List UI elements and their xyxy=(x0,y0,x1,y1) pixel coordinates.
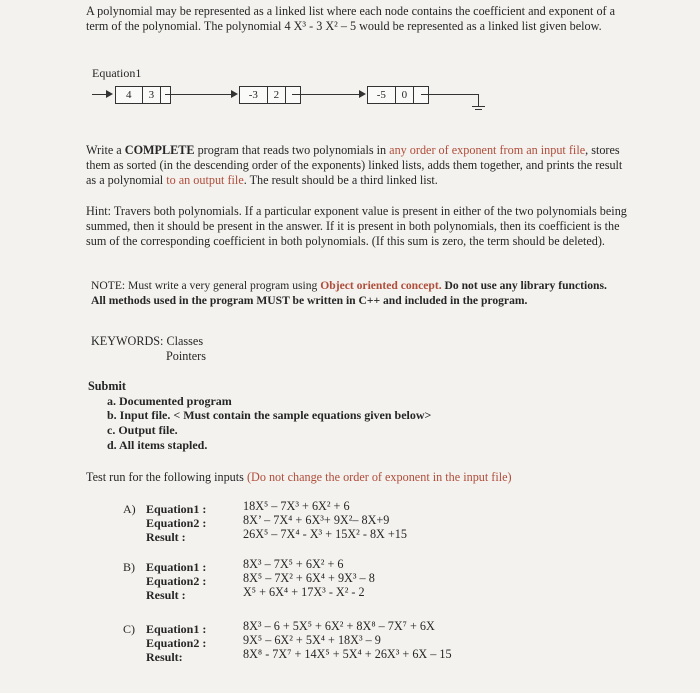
link-arrow-icon xyxy=(231,90,238,98)
task-complete-bold: COMPLETE xyxy=(124,143,195,157)
hint-line-3: sum of the corresponding coefficient in both polynomials. (If this sum is zero, the term should be deleted). xyxy=(86,234,605,248)
case-c-eq2-label: Equation2 : xyxy=(146,636,207,650)
note-line-1 xyxy=(91,278,607,293)
submit-item-d: d. All items stapled. xyxy=(107,438,208,452)
list-node-3 xyxy=(367,86,429,104)
null-ground-icon-small xyxy=(475,109,482,110)
keywords-pointers: Pointers xyxy=(166,349,206,363)
task-text: Write a xyxy=(86,143,125,157)
submit-title: Submit xyxy=(88,379,126,393)
diagram-label: Equation1 xyxy=(92,66,142,80)
hint-line-2: summed, then it should be present in the answer. If it is present in both polynomials, then its coefficient is the xyxy=(86,219,620,233)
keywords-label: KEYWORDS: Classes xyxy=(91,334,204,348)
case-b-result: X⁵ + 6X⁴ + 17X³ - X² - 2 xyxy=(243,585,365,599)
submit-item-b: b. Input file. < Must contain the sample equations given below> xyxy=(107,408,432,422)
note-text: NOTE: Must write a very general program using xyxy=(91,279,321,292)
case-b-eq1-label: Equation1 : xyxy=(146,560,207,574)
node-exp: 0 xyxy=(396,87,415,103)
case-c-eq1-label: Equation1 : xyxy=(146,622,207,636)
link-arrow-line xyxy=(165,94,232,95)
case-b-eq2-label: Equation2 : xyxy=(146,574,207,588)
task-text: as a polynomial xyxy=(86,173,167,187)
case-a-eq1: 18X⁵ – 7X³ + 6X² + 6 xyxy=(243,499,350,513)
submit-item-c: c. Output file. xyxy=(107,423,178,437)
hint-line-1: Hint: Travers both polynomials. If a particular exponent value is present in either of the two polynomials being xyxy=(86,204,627,218)
case-c-letter: C) xyxy=(123,622,135,636)
task-text: . The result should be a third linked list. xyxy=(243,173,438,187)
list-node-1 xyxy=(115,86,171,104)
note-oop-highlight: Object oriented concept. xyxy=(320,279,442,292)
node-next-pointer xyxy=(414,87,428,103)
link-arrow-icon xyxy=(359,90,366,98)
case-c-result-label: Result: xyxy=(146,650,183,664)
node-next-pointer xyxy=(286,87,300,103)
testrun-note-highlight: (Do not change the order of exponent in the input file) xyxy=(246,470,512,484)
node-exp: 3 xyxy=(143,87,162,103)
case-c-eq2: 9X⁵ – 6X² + 5X⁴ + 18X³ – 9 xyxy=(243,633,381,647)
null-pointer-line xyxy=(421,94,479,95)
head-arrow-icon xyxy=(106,90,113,98)
case-a-letter: A) xyxy=(123,502,136,516)
submit-item-a: a. Documented program xyxy=(107,394,232,408)
node-next-pointer xyxy=(161,87,170,103)
node-exp: 2 xyxy=(268,87,287,103)
case-b-eq2: 8X⁵ – 7X² + 6X⁴ + 9X³ – 8 xyxy=(243,571,375,585)
null-ground-stem xyxy=(478,94,479,106)
node-coef: -5 xyxy=(368,87,396,103)
testrun-line xyxy=(86,470,512,485)
task-line-1 xyxy=(86,143,620,158)
case-b-result-label: Result : xyxy=(146,588,186,602)
node-coef: 4 xyxy=(116,87,143,103)
case-a-result: 26X⁵ – 7X⁴ - X³ + 15X² - 8X +15 xyxy=(243,527,407,541)
testrun-text: Test run for the following inputs xyxy=(86,470,247,484)
case-a-eq1-label: Equation1 : xyxy=(146,502,207,516)
link-arrow-line xyxy=(292,94,360,95)
list-node-2 xyxy=(239,86,301,104)
node-coef: -3 xyxy=(240,87,268,103)
note-no-library-bold: Do not use any library functions. xyxy=(441,279,607,292)
task-text: program that reads two polynomials in xyxy=(194,143,390,157)
task-text: , stores xyxy=(585,143,620,157)
case-b-letter: B) xyxy=(123,560,135,574)
note-line-2: All methods used in the program MUST be written in C++ and included in the program. xyxy=(91,294,528,307)
intro-line-2: term of the polynomial. The polynomial 4 X³ - 3 X² – 5 would be represented as a linked list given below. xyxy=(86,19,602,33)
case-c-eq1: 8X³ – 6 + 5X⁵ + 6X² + 8X⁸ – 7X⁷ + 6X xyxy=(243,619,435,633)
null-ground-icon xyxy=(472,106,485,107)
case-a-eq2-label: Equation2 : xyxy=(146,516,207,530)
task-highlight-output-file: to an output file xyxy=(166,173,244,187)
case-a-result-label: Result : xyxy=(146,530,186,544)
task-line-3 xyxy=(86,173,438,188)
task-highlight-input-file: any order of exponent from an input file xyxy=(389,143,586,157)
task-line-2: them as sorted (in the descending order of the exponents) linked lists, adds them together, and prints the result xyxy=(86,158,623,172)
case-c-result: 8X⁸ - 7X⁷ + 14X⁵ + 5X⁴ + 26X³ + 6X – 15 xyxy=(243,647,452,661)
intro-line-1: A polynomial may be represented as a linked list where each node contains the coefficient and exponent of a xyxy=(86,4,616,18)
case-a-eq2: 8X’ – 7X⁴ + 6X³+ 9X²– 8X+9 xyxy=(243,513,390,527)
case-b-eq1: 8X³ – 7X⁵ + 6X² + 6 xyxy=(243,557,344,571)
